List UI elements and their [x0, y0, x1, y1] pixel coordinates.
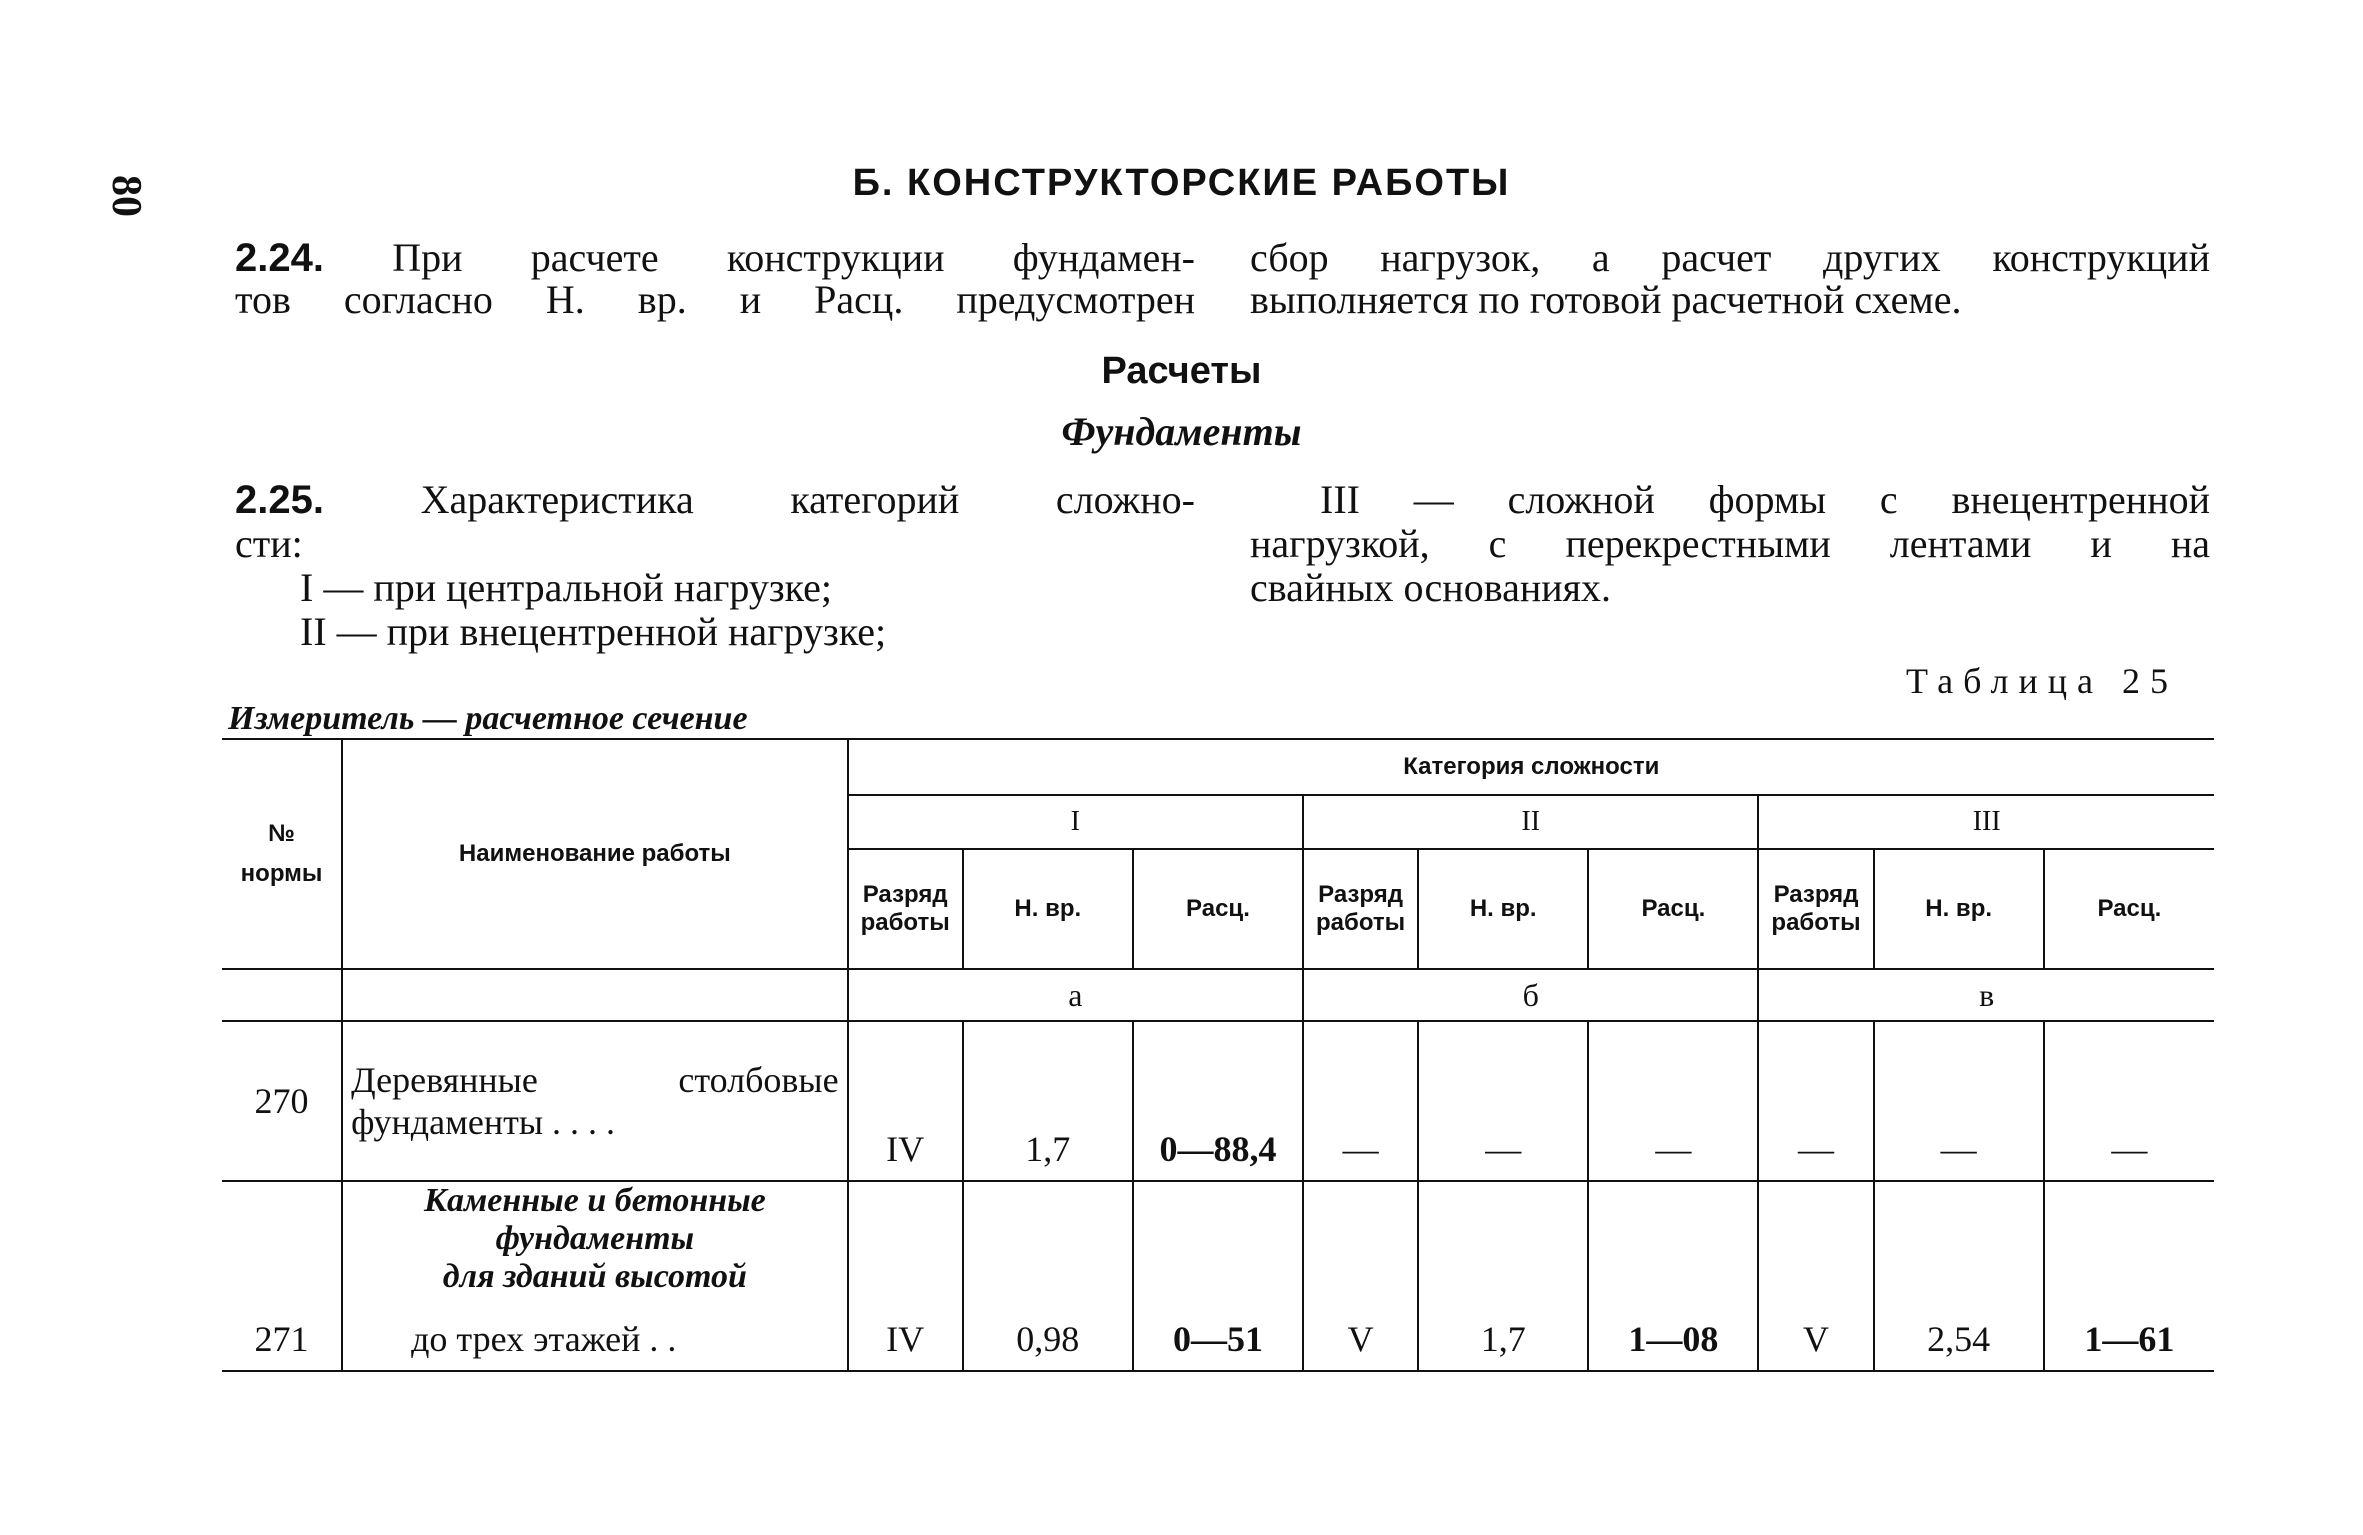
- header-work-name: Наименование работы: [342, 739, 848, 969]
- letter-v: в: [1758, 969, 2214, 1021]
- row271-razryad-1: IV: [848, 1181, 963, 1371]
- p224-number: 2.24.: [235, 236, 324, 280]
- subheading-calculations: Расчеты: [1101, 350, 1262, 392]
- header-razryad-2: Разряд работы: [1303, 849, 1418, 969]
- p225-number: 2.25.: [235, 478, 324, 522]
- row270-name: Деревянные столбовые фундаменты . . . .: [342, 1021, 848, 1181]
- p224-left-line1: При расчете конструкции фундамен-: [392, 235, 1195, 280]
- p225-left-line3: I — при центральной нагрузке;: [300, 565, 832, 610]
- p225-left-line4: II — при внецентренной нагрузке;: [300, 609, 887, 654]
- row271-name: до трех этажей . .: [411, 1319, 677, 1359]
- row270-nvr-2: —: [1418, 1021, 1588, 1181]
- header-razryad-1: Разряд работы: [848, 849, 963, 969]
- row271-rasc-1: 0—51: [1133, 1181, 1303, 1371]
- header-cat-I: I: [848, 795, 1303, 849]
- header-rasc-2: Расц.: [1588, 849, 1758, 969]
- group-heading-line2: фундаменты: [495, 1220, 695, 1257]
- p225-left-line1: Характеристика категорий сложно-: [420, 477, 1195, 522]
- row270-nvr-3: —: [1874, 1021, 2044, 1181]
- row271-name-cell: [342, 1181, 848, 1371]
- letter-row-blank-1: [222, 969, 342, 1021]
- p224-left-line2: тов согласно Н. вр. и Расц. предусмотрен: [235, 277, 1195, 322]
- table-row: [222, 1021, 2214, 1181]
- p224-right-line2: выполняется по готовой расчетной схеме.: [1250, 277, 1962, 322]
- header-rasc-1: Расц.: [1133, 849, 1303, 969]
- row271-nvr-2: 1,7: [1418, 1181, 1588, 1371]
- p225-right-line2: нагрузкой, с перекрестными лентами и на: [1250, 521, 2210, 566]
- header-nvr-3: Н. вр.: [1874, 849, 2044, 969]
- group-heading-line3: для зданий высотой: [442, 1258, 747, 1295]
- row271-rasc-3: 1—61: [2044, 1181, 2214, 1371]
- header-cat-II: II: [1303, 795, 1758, 849]
- row270-no: 270: [222, 1021, 342, 1181]
- p225-right-line1: III — сложной формы с внецентренной: [1320, 477, 2210, 522]
- row270-razryad-3: —: [1758, 1021, 1873, 1181]
- row271-razryad-3: V: [1758, 1181, 1873, 1371]
- header-category: Категория сложности: [848, 739, 2214, 795]
- header-razryad-3: Разряд работы: [1758, 849, 1873, 969]
- group-heading-line1: Каменные и бетонные: [423, 1182, 766, 1219]
- header-no-symbol: №: [268, 820, 295, 847]
- row271-nvr-1: 0,98: [963, 1181, 1133, 1371]
- table-row: [222, 1181, 2214, 1371]
- header-nvr-2: Н. вр.: [1418, 849, 1588, 969]
- letter-a: а: [848, 969, 1303, 1021]
- subheading-foundations: Фундаменты: [1061, 409, 1302, 454]
- row270-rasc-3: —: [2044, 1021, 2214, 1181]
- page-number: 80: [103, 175, 149, 217]
- letter-b: б: [1303, 969, 1758, 1021]
- header-nvr-1: Н. вр.: [963, 849, 1133, 969]
- row270-nvr-1: 1,7: [963, 1021, 1133, 1181]
- p225-line1: [235, 478, 1195, 522]
- p224-line1: [235, 236, 1195, 280]
- section-heading: Б. КОНСТРУКТОРСКИЕ РАБОТЫ: [852, 162, 1511, 204]
- p225-right-line3: свайных основаниях.: [1250, 565, 1612, 610]
- row271-rasc-2: 1—08: [1588, 1181, 1758, 1371]
- row270-razryad-1: IV: [848, 1021, 963, 1181]
- header-no-label: нормы: [240, 860, 323, 887]
- row270-razryad-2: —: [1303, 1021, 1418, 1181]
- measure-unit: Измеритель — расчетное сечение: [228, 700, 748, 737]
- row271-no: 271: [222, 1181, 342, 1371]
- p225-left-line2: сти:: [235, 521, 303, 566]
- table-caption: Таблица 25: [1906, 661, 2178, 701]
- header-rasc-3: Расц.: [2044, 849, 2214, 969]
- row270-rasc-2: —: [1588, 1021, 1758, 1181]
- header-cat-III: III: [1758, 795, 2214, 849]
- row271-razryad-2: V: [1303, 1181, 1418, 1371]
- norms-table: [222, 738, 2214, 1372]
- header-norm-number: [222, 739, 342, 969]
- letter-row-blank-2: [342, 969, 848, 1021]
- p224-right-line1: сбор нагрузок, а расчет других конструкций: [1250, 235, 2210, 280]
- row271-nvr-3: 2,54: [1874, 1181, 2044, 1371]
- row270-rasc-1: 0—88,4: [1133, 1021, 1303, 1181]
